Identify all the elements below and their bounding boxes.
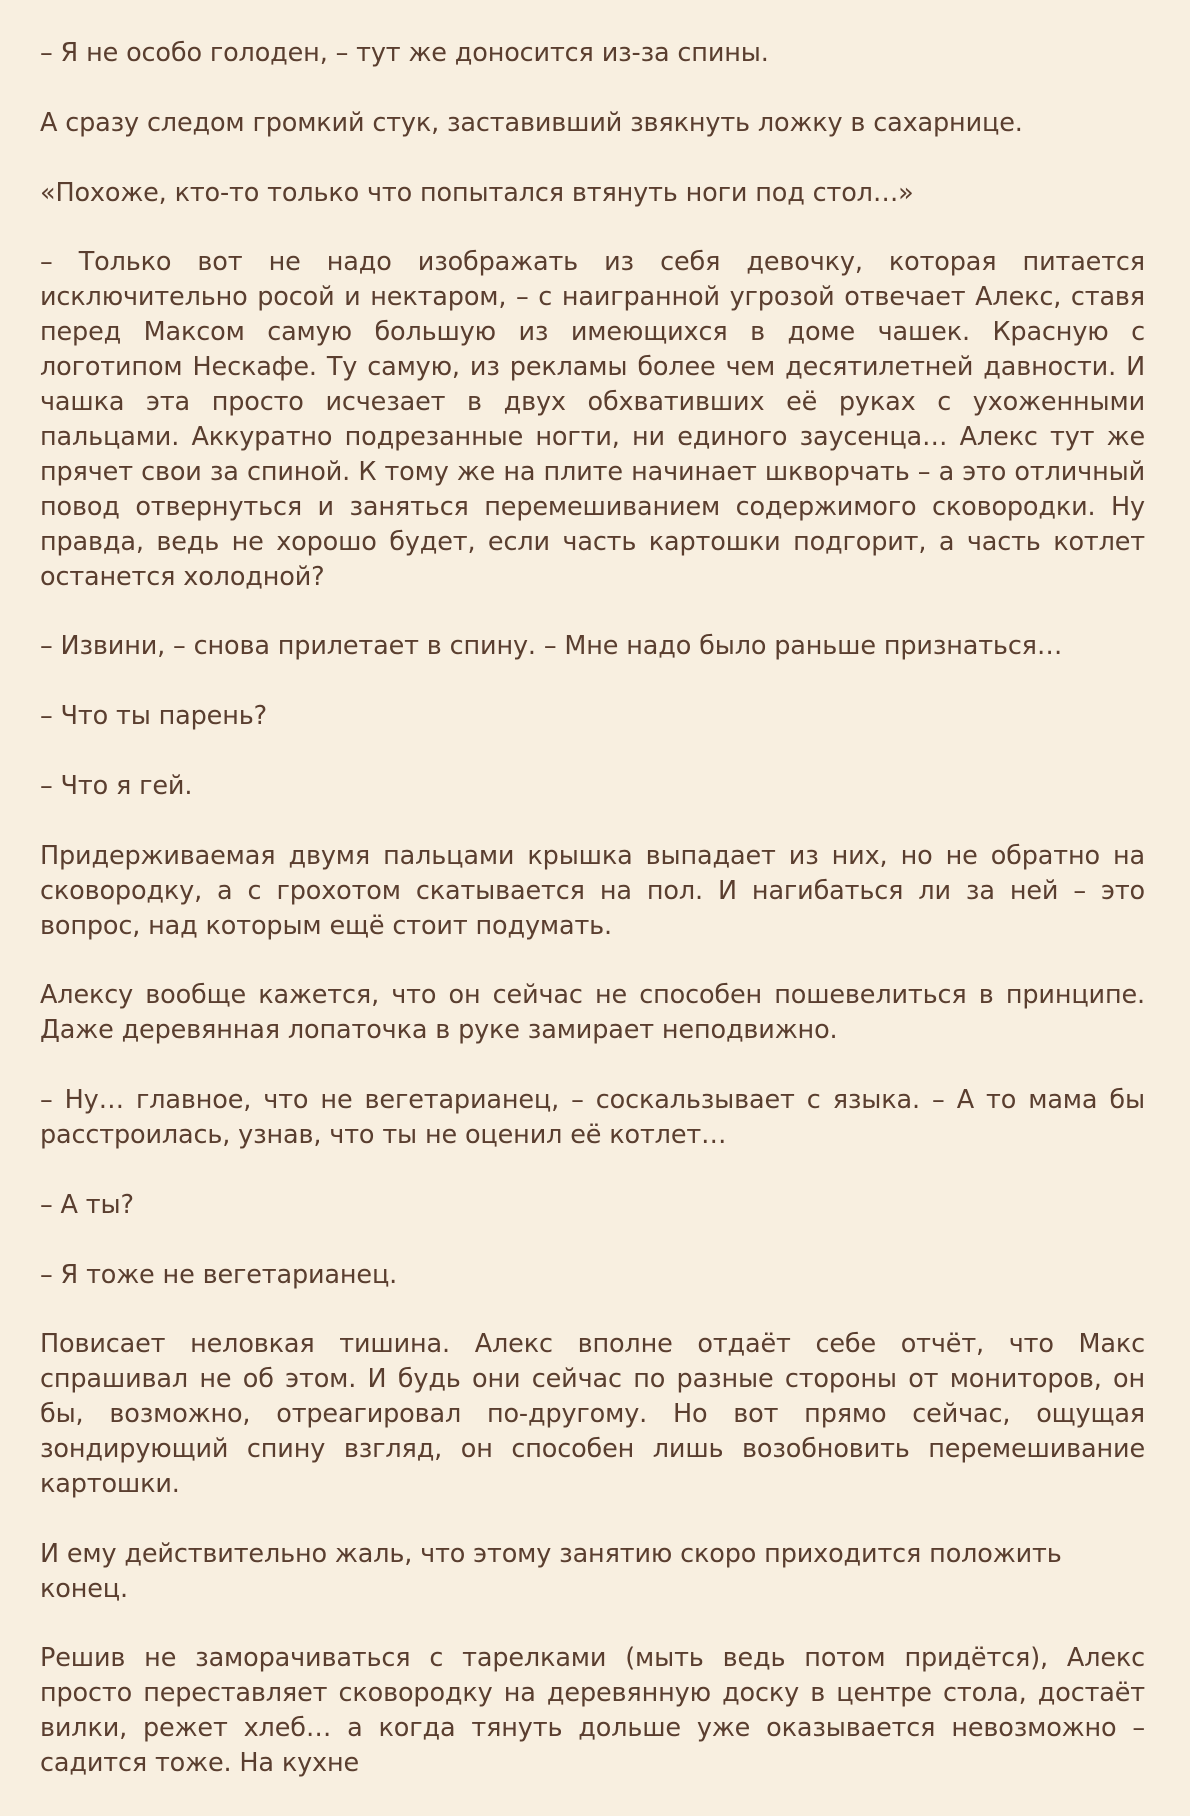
paragraph-4: – Только вот не надо изображать из себя девочку, которая питается исключительно росой и нектаром, – с наигранной угрозой отвечает Алекс, ставя перед Максом самую большую из имеющихся в доме чашек. Красную с логотипом Нескафе. Ту самую, из рекламы более чем десятилетней давности. И чашка эта просто исчезает в двух обхвативших её руках с ухоженными пальцами. Аккуратно подрезанные ногти, ни единого заусенца… Алекс тут же прячет свои за спиной. К тому же на плите начинает шкворчать – а это отличный повод отвернуться и заняться перемешиванием содержимого сковородки. Ну правда, ведь не хорошо будет, если часть картошки подгорит, а часть котлет останется холодной? xyxy=(40,247,1145,592)
paragraph-5: – Извини, – снова прилетает в спину. – Мне надо было раньше признаться… xyxy=(40,631,1063,662)
reader-page xyxy=(40,36,1145,1816)
paragraph-12: – Я тоже не вегетарианец. xyxy=(40,1259,398,1290)
paragraph-15: Решив не заморачиваться с тарелками (мыть ведь потом придётся), Алекс просто переставляет сковородку на деревянную доску в центре стола, достаёт вилки, режет хлеб… а когда тянуть дольше уже оказывается невозможно – садится тоже. На кухне xyxy=(40,1643,1145,1779)
paragraph-6: – Что ты парень? xyxy=(40,701,268,732)
paragraph-1: – Я не особо голоден, – тут же доносится из-за спины. xyxy=(40,38,769,68)
paragraph-11: – А ты? xyxy=(40,1189,134,1220)
paragraph-8: Придерживаемая двумя пальцами крышка выпадает из них, но не обратно на сковородку, а с грохотом скатывается на пол. И нагибаться ли за ней – это вопрос, над которым ещё стоит подумать. xyxy=(40,840,1145,941)
paragraph-14: И ему действительно жаль, что этому занятию скоро приходится положить конец. xyxy=(40,1538,1062,1604)
paragraph-2: А сразу следом громкий стук, заставивший звякнуть ложку в сахарнице. xyxy=(40,107,1023,138)
paragraph-3: «Похоже, кто-то только что попытался втянуть ноги под стол…» xyxy=(40,177,914,208)
paragraph-10: – Ну… главное, что не вегетарианец, – соскальзывает с языка. – А то мама бы расстроилась, узнав, что ты не оценил её котлет… xyxy=(40,1085,1145,1150)
paragraph-13: Повисает неловкая тишина. Алекс вполне отдаёт себе отчёт, что Макс спрашивал не об этом. И будь они сейчас по разные стороны от мониторов, он бы, возможно, отреагировал по-другому. Но вот прямо сейчас, ощущая зондирующий спину взгляд, он способен лишь возобновить перемешивание картошки. xyxy=(40,1329,1145,1499)
paragraph-7: – Что я гей. xyxy=(40,770,193,801)
paragraph-9: Алексу вообще кажется, что он сейчас не способен пошевелиться в принципе. Даже деревянная лопаточка в руке замирает неподвижно. xyxy=(40,980,1145,1046)
